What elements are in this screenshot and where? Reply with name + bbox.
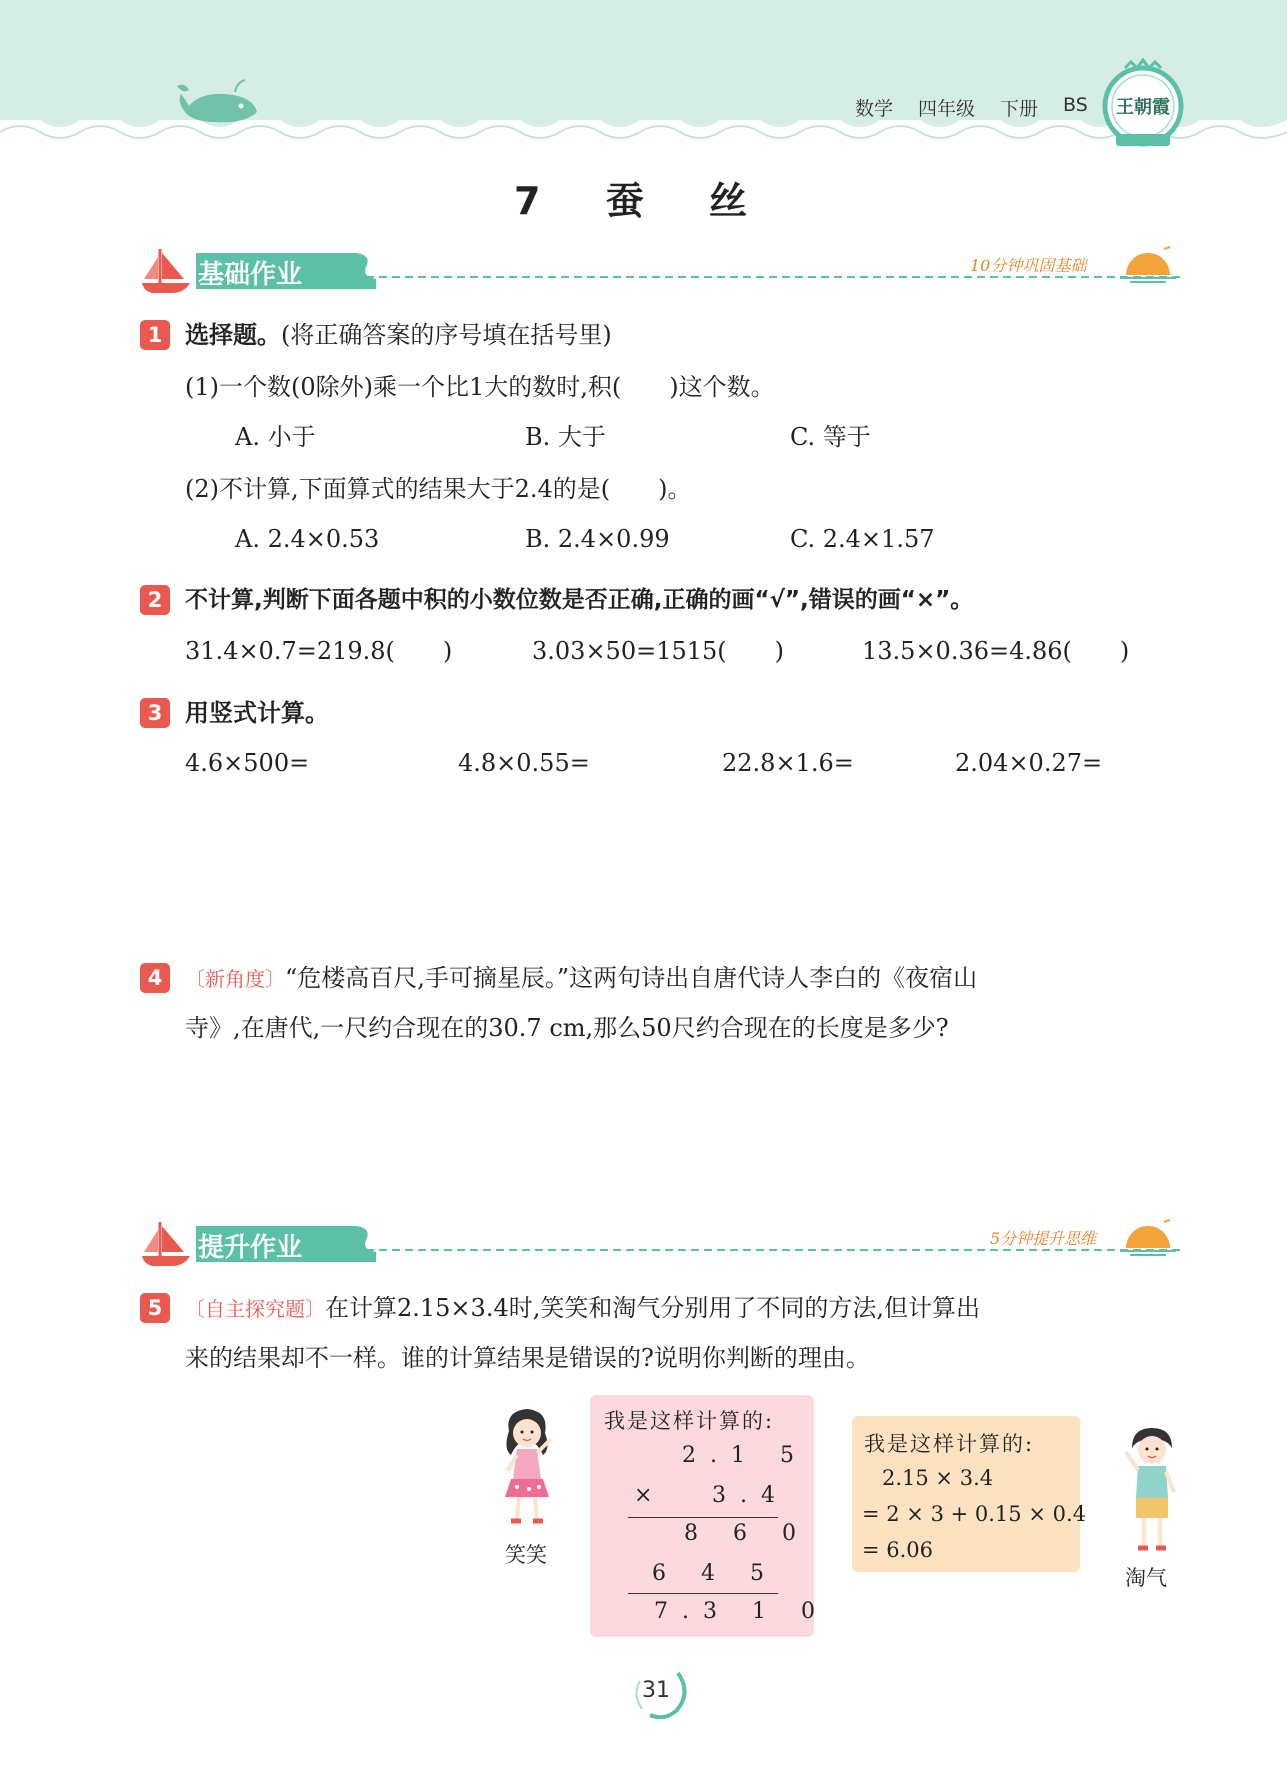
xiaoxiao-product: 7.3 1 0 (654, 1599, 829, 1624)
xiaoxiao-rule-2 (628, 1593, 778, 1594)
q5-line-2: 来的结果却不一样。谁的计算结果是错误的?说明你判断的理由。 (185, 1344, 870, 1372)
taoqi-name: 淘气 (1125, 1566, 1167, 1590)
sunrise-icon (1120, 245, 1176, 285)
q2-item-1: 31.4×0.7=219.8( ) (185, 637, 453, 665)
section-basic-label: 基础作业 (198, 260, 303, 290)
girl-xiaoxiao-illustration (495, 1405, 565, 1535)
section-advanced-banner (140, 1218, 1180, 1274)
q3-item-4: 2.04×0.27= (955, 749, 1103, 777)
q3-title: 用竖式计算。 (185, 699, 329, 727)
q1-part2-option-a[interactable]: A. 2.4×0.53 (235, 525, 380, 553)
q1-part2-stem: (2)不计算,下面算式的结果大于2.4的是( )。 (185, 475, 692, 503)
question-number-3: 3 (140, 698, 170, 728)
q1-part2-option-c[interactable]: C. 2.4×1.57 (790, 525, 935, 553)
q1-part2-option-b[interactable]: B. 2.4×0.99 (525, 525, 670, 553)
boy-taoqi-illustration (1118, 1422, 1188, 1562)
q5-line-1: 在计算2.15×3.4时,笑笑和淘气分别用了不同的方法,但计算出 (325, 1294, 980, 1322)
lesson-title: 7 蚕 丝 (514, 179, 773, 223)
sunrise-icon (1120, 1218, 1176, 1258)
header-subject: 数学 (855, 98, 894, 120)
taoqi-calc-box (852, 1416, 1086, 1572)
brand-seal-logo (1100, 58, 1186, 154)
header-grade: 四年级 (918, 98, 976, 120)
xiaoxiao-heading: 我是这样计算的: (604, 1409, 775, 1433)
header-edition: BS (1063, 94, 1088, 116)
question-number-2: 2 (140, 585, 170, 615)
xiaoxiao-rule-1 (628, 1517, 778, 1518)
xiaoxiao-multiplier: 3.4 (712, 1483, 789, 1508)
whale-icon (175, 72, 275, 132)
section-basic-sub: 10分钟巩固基础 (970, 256, 1087, 275)
xiaoxiao-times-sign: × (634, 1483, 653, 1508)
taoqi-line-1: 2.15 × 3.4 (882, 1466, 994, 1490)
q3-item-2: 4.8×0.55= (458, 749, 590, 777)
taoqi-line-2: = 2 × 3 + 0.15 × 0.4 (862, 1502, 1086, 1526)
q4-line-2: 寺》,在唐代,一尺约合现在的30.7 cm,那么50尺约合现在的长度是多少? (185, 1014, 949, 1042)
q1-part1-option-a[interactable]: A. 小于 (235, 423, 316, 451)
brand-name: 王朝霞 (1116, 97, 1170, 118)
question-number-5: 5 (140, 1293, 170, 1323)
taoqi-heading: 我是这样计算的: (864, 1432, 1035, 1456)
q2-item-3: 13.5×0.36=4.86( ) (862, 637, 1130, 665)
q2-title: 不计算,判断下面各题中积的小数位数是否正确,正确的画“√”,错误的画“×”。 (185, 587, 974, 613)
sailboat-icon (140, 1218, 192, 1268)
q1-part1-option-b[interactable]: B. 大于 (525, 423, 606, 451)
xiaoxiao-multiplicand: 2.1 5 (682, 1443, 808, 1468)
question-number-1: 1 (140, 320, 170, 350)
xiaoxiao-calc-box (590, 1395, 829, 1637)
q1-part1-stem: (1)一个数(0除外)乘一个比1大的数时,积( )这个数。 (185, 373, 775, 401)
question-number-4: 4 (140, 963, 170, 993)
q1-title: 选择题。 (185, 321, 281, 349)
q1-part1-option-c[interactable]: C. 等于 (790, 423, 871, 451)
q1-instruction: (将正确答案的序号填在括号里) (281, 321, 612, 349)
taoqi-line-3: = 6.06 (862, 1538, 934, 1562)
xiaoxiao-partial-1: 8 6 0 (684, 1521, 810, 1546)
header-volume: 下册 (1000, 98, 1039, 120)
q2-item-2: 3.03×50=1515( ) (532, 637, 784, 665)
section-advanced-sub: 5分钟提升思维 (990, 1229, 1097, 1248)
page-number: 31 (642, 1678, 670, 1703)
q3-item-3: 22.8×1.6= (722, 749, 854, 777)
q5-tag: 〔自主探究题〕 (185, 1297, 325, 1321)
section-advanced-label: 提升作业 (198, 1233, 303, 1263)
section-basic-banner (140, 245, 1180, 301)
xiaoxiao-partial-2: 6 4 5 (652, 1561, 778, 1586)
xiaoxiao-name: 笑笑 (505, 1543, 547, 1567)
q4-line-1: “危楼高百尺,手可摘星辰。”这两句诗出自唐代诗人李白的《夜宿山 (285, 964, 978, 992)
sailboat-icon (140, 245, 192, 295)
q3-item-1: 4.6×500= (185, 749, 310, 777)
q4-tag: 〔新角度〕 (185, 967, 285, 991)
